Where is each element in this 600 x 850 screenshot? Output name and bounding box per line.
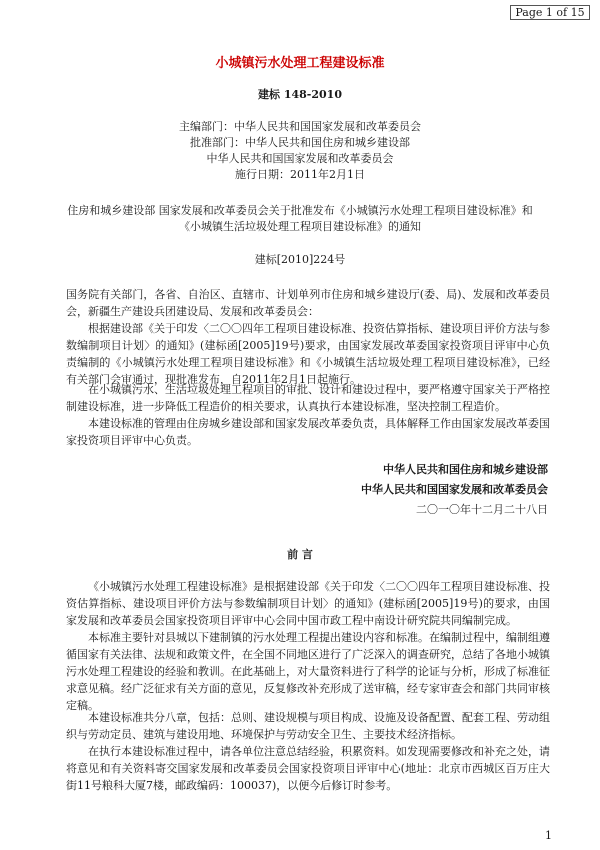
notice-paragraph-1: 根据建设部《关于印发〈二〇〇四年工程项目建设标准、投资估算指标、建设项目评价方法与参数编制项目计划〉的通知》(建标函[2005]19号)要求，由国家发展改革委国家投资项目评审中心负责编制的《小城镇污水处理工程项目建设标准》和《小城镇生活垃圾处理工程项目建设标准》，已经有关部门会审通过，现批准发布，自2011年2月1日起施行。	[66, 322, 550, 386]
page-counter: Page 1 of 15	[510, 5, 590, 20]
notice-title-line-2: 《小城镇生活垃圾处理工程项目建设标准》的通知	[179, 220, 421, 233]
notice-paragraph-2: 在小城镇污水、生活垃圾处理工程项目的审批、设计和建设过程中，要严格遵守国家关于严格控制建设标准，进一步降低工程造价的相关要求，认真执行本建设标准，坚决控制工程造价。	[66, 383, 550, 413]
preface-paragraph-3: 本建设标准共分八章，包括：总则、建设规模与项目构成、设施及设备配置、配套工程、劳动组织与劳动定员、建筑与建设用地、环境保护与劳动安全卫生、主要技术经济指标。	[66, 711, 550, 741]
sign-date: 二〇一〇年十二月二十八日	[416, 503, 548, 516]
standard-code: 建标 148-2010	[258, 88, 342, 101]
preface-heading: 前 言	[287, 548, 313, 561]
notice-code: 建标[2010]224号	[254, 253, 346, 266]
signatory-mohurd: 中华人民共和国住房和城乡建设部	[383, 463, 548, 476]
notice-title-line-1: 住房和城乡建设部 国家发展和改革委员会关于批准发布《小城镇污水处理工程项目建设标准》和	[67, 204, 533, 217]
preface-paragraph-2: 本标准主要针对县城以下建制镇的污水处理工程提出建设内容和标准。在编制过程中，编制组遵循国家有关法律、法规和政策文件，在全国不同地区进行了广泛深入的调查研究，总结了各地小城镇污水处理工程建设的经验和教训。在此基础上，对大量资料进行了科学的论证与分析，形成了标准征求意见稿。经广泛征求有关方面的意见，反复修改补充形成了送审稿，经专家审查会和部门共同审核定稿。	[66, 631, 550, 712]
chief-editor-dept: 主编部门：中华人民共和国国家发展和改革委员会	[179, 120, 421, 133]
notice-paragraph-3: 本建设标准的管理由住房城乡建设部和国家发展改革委负责，具体解释工作由国家发展改革委国家投资项目评审中心负责。	[66, 417, 550, 447]
preface-paragraph-1: 《小城镇污水处理工程建设标准》是根据建设部《关于印发〈二〇〇四年工程项目建设标准、投资估算指标、建设项目评价方法与参数编制项目计划〉的通知》(建标函[2005]19号)的要求，由国家发展和改革委员会国家投资项目评审中心会同中国市政工程中南设计研究院共同编制完成。	[66, 580, 550, 627]
notice-addressees: 国务院有关部门，各省、自治区、直辖市、计划单列市住房和城乡建设厅(委、局)、发展和改革委员会，新疆生产建设兵团建设局、发展和改革委员会：	[66, 288, 550, 318]
preface-paragraph-4: 在执行本建设标准过程中，请各单位注意总结经验，积累资料。如发现需要修改和补充之处，请将意见和有关资料寄交国家发展和改革委员会国家投资项目评审中心(地址：北京市西城区百万庄大街11号粮科大厦7楼，邮政编码：100037)，以便今后修订时参考。	[66, 745, 550, 792]
signatory-ndrc: 中华人民共和国国家发展和改革委员会	[361, 483, 548, 496]
approving-dept-2: 中华人民共和国国家发展和改革委员会	[206, 152, 394, 165]
page-number: 1	[545, 829, 552, 842]
effective-date: 施行日期：2011年2月1日	[235, 168, 365, 181]
approving-dept: 批准部门：中华人民共和国住房和城乡建设部	[190, 136, 410, 149]
document-title: 小城镇污水处理工程建设标准	[215, 56, 385, 71]
